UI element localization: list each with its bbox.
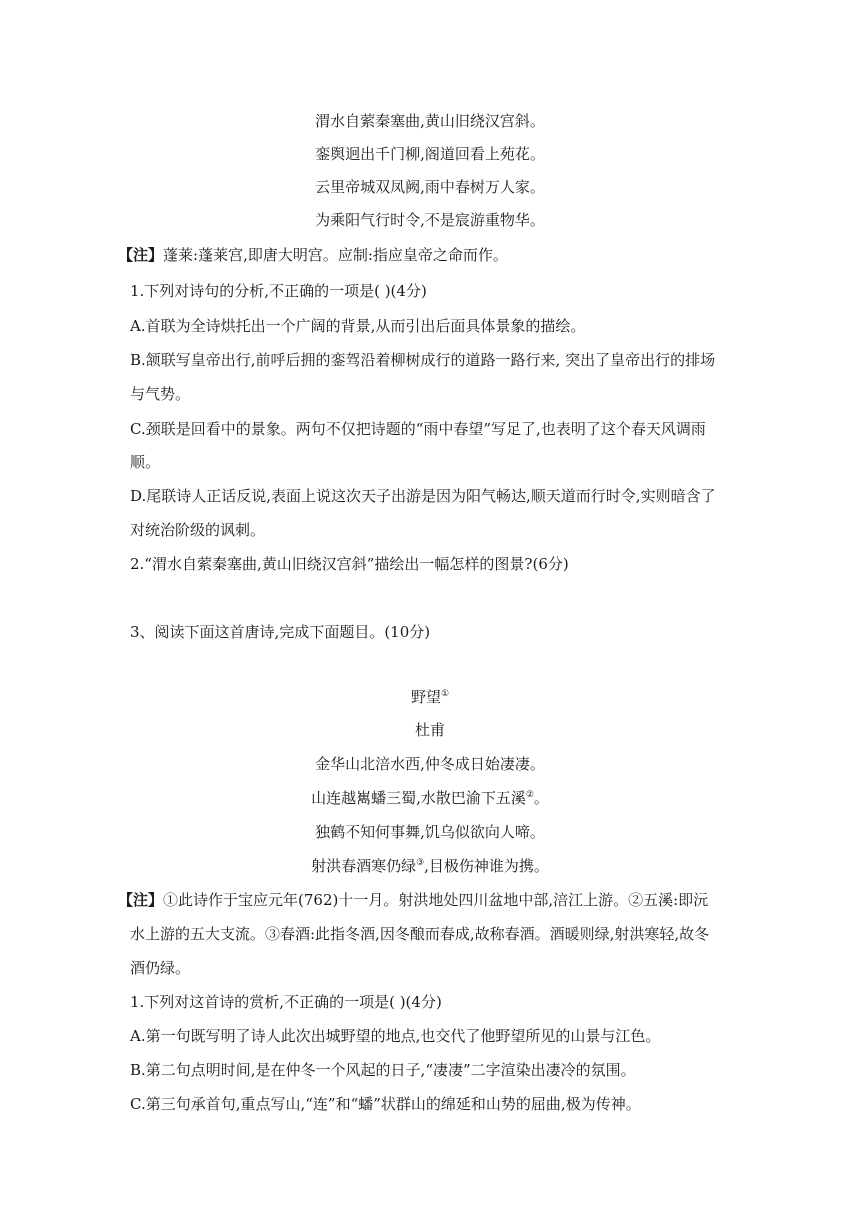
poem2-line-4-text: 射洪春酒寒仍绿 — [311, 857, 417, 875]
poem2-title-text: 野望 — [410, 688, 441, 706]
q3-option-b: B.第二句点明时间,是在仲冬一个风起的日子,“凄凄”二字渲染出凄冷的氛围。 — [130, 1061, 636, 1079]
poem2-line-2 — [0, 788, 860, 808]
poem2-line-4-footnote-mark: ③ — [416, 858, 425, 868]
poem2-line-4-end: ,目极伤神谁为携。 — [424, 857, 549, 875]
poem2-line-3: 独鹤不知何事舞,饥乌似欲向人啼。 — [315, 823, 545, 841]
q1-option-d-line-2: 对统治阶级的讽刺。 — [130, 521, 266, 539]
poem2-line-2-end: 。 — [533, 789, 549, 807]
q1-option-c-line-1: C.颈联是回看中的景象。两句不仅把诗题的“雨中春望”写足了,也表明了这个春天风调雨 — [130, 420, 706, 438]
poem2-title — [0, 687, 860, 707]
poem1-note — [118, 245, 508, 265]
q1-option-b-line-2: 与气势。 — [130, 385, 191, 403]
poem2-line-2-text: 山连越嶲蟠三蜀,水散巴渝下五溪 — [311, 789, 526, 807]
q3-option-c: C.第三句承首句,重点写山,“连”和“蟠”状群山的绵延和山势的屈曲,极为传神。 — [130, 1095, 641, 1113]
poem2-note-line-1 — [118, 890, 708, 910]
poem2-note-label: 【注】 — [118, 891, 164, 909]
section3-heading: 3、阅读下面这首唐诗,完成下面题目。(10分) — [130, 623, 431, 641]
poem2-note-line-2: 水上游的五大支流。③春酒:此指冬酒,因冬酿而春成,故称春酒。酒暖则绿,射洪寒轻,故冬 — [130, 925, 710, 943]
poem2-title-footnote-mark: ① — [440, 689, 450, 699]
poem2-note-line-3: 酒仍绿。 — [130, 959, 191, 977]
poem2-author: 杜甫 — [414, 721, 445, 739]
note-label: 【注】 — [118, 246, 164, 264]
poem2-note-text-1: ①此诗作于宝应元年(762)十一月。射洪地处四川盆地中部,涪江上游。②五溪:即沅 — [163, 891, 709, 909]
poem1-line-4: 为乘阳气行时令,不是宸游重物华。 — [315, 211, 545, 229]
q3-option-a: A.第一句既写明了诗人此次出城野望的地点,也交代了他野望所见的山景与江色。 — [130, 1027, 661, 1045]
poem1-line-1: 渭水自萦秦塞曲,黄山旧绕汉宫斜。 — [315, 112, 545, 130]
poem2-line-2-footnote-mark: ② — [525, 790, 534, 800]
poem1-line-3: 云里帝城双凤阙,雨中春树万人家。 — [315, 178, 545, 196]
q1-stem: 1.下列对诗句的分析,不正确的一项是( )(4分) — [130, 282, 427, 300]
q3-stem: 1.下列对这首诗的赏析,不正确的一项是( )(4分) — [130, 993, 442, 1011]
q2-stem: 2.“渭水自萦秦塞曲,黄山旧绕汉宫斜”描绘出一幅怎样的图景?(6分) — [130, 555, 569, 573]
q1-option-b-line-1: B.颔联写皇帝出行,前呼后拥的銮驾沿着柳树成行的道路一路行来, 突出了皇帝出行的排场 — [130, 351, 716, 369]
q1-option-d-line-1: D.尾联诗人正话反说,表面上说这次天子出游是因为阳气畅达,顺天道而行时令,实则暗含了 — [130, 487, 716, 505]
poem2-line-4 — [0, 856, 860, 876]
poem1-line-2: 銮舆迥出千门柳,阁道回看上苑花。 — [315, 145, 545, 163]
poem2-line-1: 金华山北涪水西,仲冬成日始凄凄。 — [315, 755, 545, 773]
q1-option-a: A.首联为全诗烘托出一个广阔的背景,从而引出后面具体景象的描绘。 — [130, 317, 586, 335]
note-text: 蓬莱:蓬莱宫,即唐大明宫。应制:指应皇帝之命而作。 — [163, 246, 508, 264]
q1-option-c-line-2: 顺。 — [130, 453, 161, 471]
